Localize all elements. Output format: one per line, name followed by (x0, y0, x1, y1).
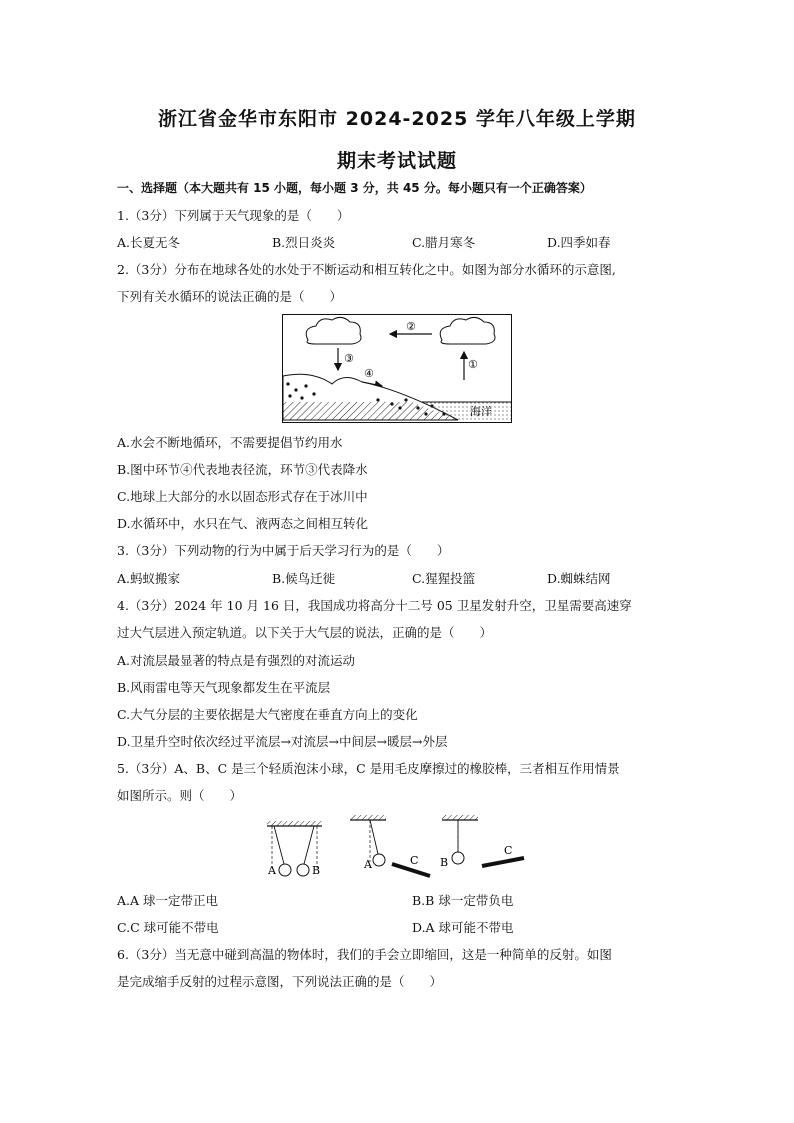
question-1-stem: 1.（3分）下列属于天气现象的是（ ） (117, 208, 350, 223)
question-4-stem-line2: 过大气层进入预定轨道。以下关于大气层的说法，正确的是（ ） (117, 625, 493, 640)
question-5-option-d: D.A 球可能不带电 (412, 920, 514, 935)
question-3-option-c: C.猩猩投篮 (412, 571, 476, 586)
label-ball-a: A (268, 864, 276, 877)
question-1-option-b: B.烈日炎炎 (272, 235, 336, 250)
question-2-stem-line1: 2.（3分）分布在地球各处的水处于不断运动和相互转化之中。如图为部分水循环的示意图, (117, 262, 616, 277)
ball-a-2 (373, 854, 385, 866)
label-ball-b-2: B (440, 856, 449, 869)
question-2-option-b: B.图中环节④代表地表径流，环节③代表降水 (117, 462, 368, 477)
question-4-option-c: C.大气分层的主要依据是大气密度在垂直方向上的变化 (117, 707, 418, 722)
question-1-option-d: D.四季如春 (547, 235, 611, 250)
label-ball-b: B (312, 864, 321, 877)
question-6-stem-line1: 6.（3分）当无意中碰到高温的物体时，我们的手会立即缩回，这是一种简单的反射。如图 (117, 947, 612, 962)
question-4-stem-line1: 4.（3分）2024 年 10 月 16 日，我国成功将高分十二号 05 卫星发射升空，卫星需要高速穿 (117, 598, 632, 613)
rod-c-2 (482, 858, 524, 866)
question-5-option-c: C.C 球可能不带电 (117, 920, 219, 935)
question-3-option-d: D.蜘蛛结网 (547, 571, 611, 586)
question-3-stem: 3.（3分）下列动物的行为中属于后天学习行为的是（ ） (117, 543, 450, 558)
water-cycle-diagram (282, 314, 512, 424)
question-3-option-b: B.候鸟迁徙 (272, 571, 336, 586)
question-5-option-b: B.B 球一定带负电 (412, 893, 514, 908)
panel-a-c (350, 815, 430, 876)
panel-b-c (440, 815, 524, 869)
question-2-option-d: D.水循环中，水只在气、液两态之间相互转化 (117, 516, 369, 531)
label-2: ② (406, 320, 416, 333)
ball-a (279, 864, 291, 876)
charged-balls-diagram (262, 812, 537, 882)
ball-b-2 (452, 852, 464, 864)
label-rod-c-2: C (504, 844, 513, 857)
question-5-option-a: A.A 球一定带正电 (117, 893, 219, 908)
ball-b (297, 864, 309, 876)
label-1: ① (468, 358, 478, 371)
question-6-stem-line2: 是完成缩手反射的过程示意图，下列说法正确的是（ ） (117, 974, 443, 989)
section-heading: 一、选择题（本大题共有 15 小题，每小题 3 分，共 45 分。每小题只有一个正确答案） (117, 181, 592, 195)
label-4: ④ (364, 367, 374, 380)
question-5-stem-line1: 5.（3分）A、B、C 是三个轻质泡沫小球，C 是用毛皮摩擦过的橡胶棒，三者相互作用情景 (117, 761, 620, 776)
exam-title: 浙江省金华市东阳市 2024-2025 学年八年级上学期 (158, 108, 636, 130)
question-2-option-a: A.水会不断地循环，不需要提倡节约用水 (117, 435, 343, 450)
label-3: ③ (344, 352, 354, 365)
question-1-option-a: A.长夏无冬 (117, 235, 181, 250)
question-4-option-b: B.风雨雷电等天气现象都发生在平流层 (117, 680, 331, 695)
question-5-stem-line2: 如图所示。则（ ） (117, 788, 243, 803)
panel-a-b (267, 821, 322, 877)
exam-subtitle: 期末考试试题 (336, 150, 457, 172)
question-4-option-a: A.对流层最显著的特点是有强烈的对流运动 (117, 653, 356, 668)
label-ball-a-2: A (364, 858, 372, 871)
ocean-label: 海洋 (470, 405, 492, 418)
question-3-option-a: A.蚂蚁搬家 (117, 571, 181, 586)
question-2-stem-line2: 下列有关水循环的说法正确的是（ ） (117, 289, 343, 304)
question-1-option-c: C.腊月寒冬 (412, 235, 476, 250)
label-rod-c-1: C (410, 854, 419, 867)
question-2-option-c: C.地球上大部分的水以固态形式存在于冰川中 (117, 489, 368, 504)
question-4-option-d: D.卫星升空时依次经过平流层→对流层→中间层→暖层→外层 (117, 734, 448, 749)
